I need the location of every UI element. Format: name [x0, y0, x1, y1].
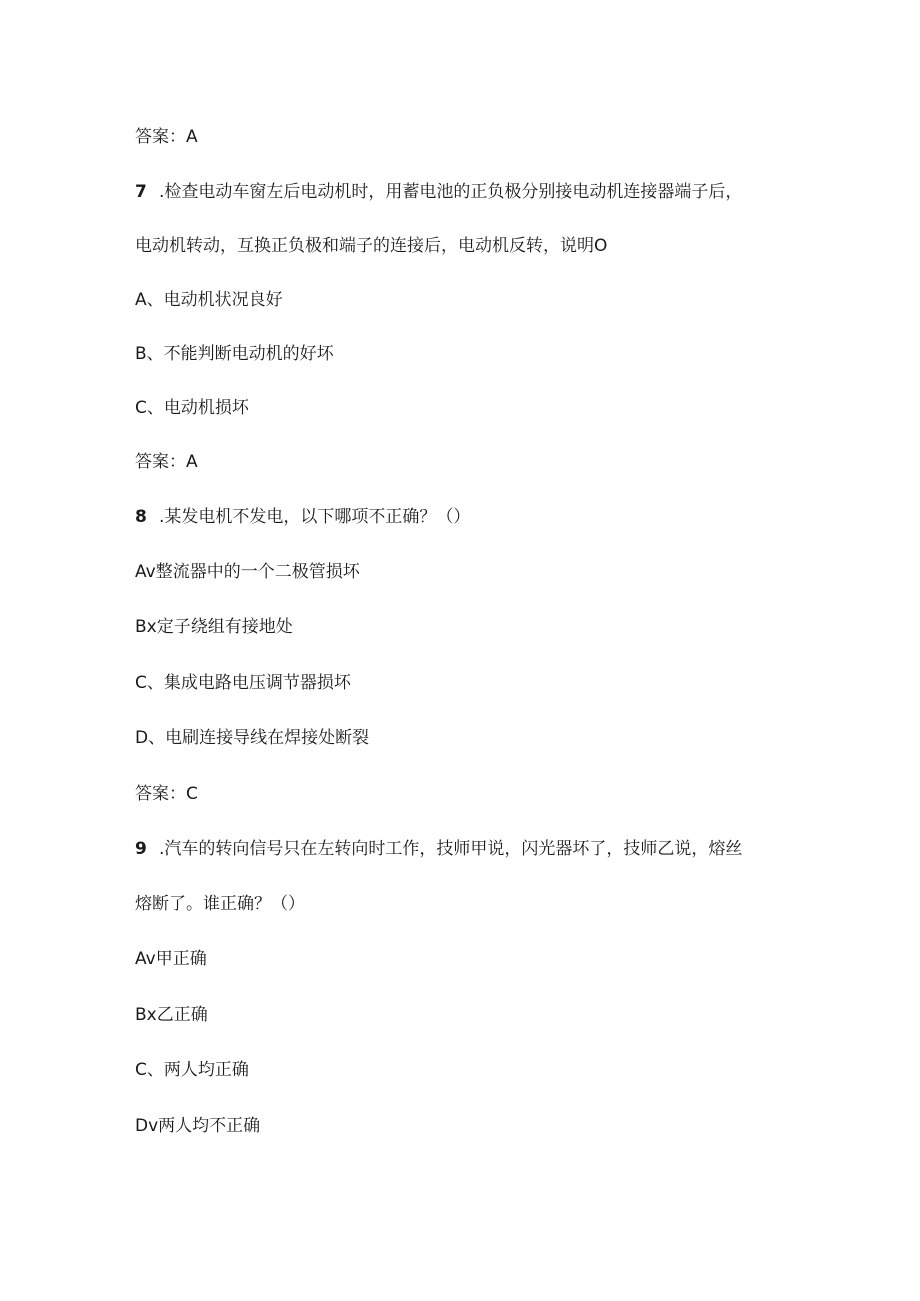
question-8-text-1: .某发电机不发电，以下哪项不正确？（） — [159, 507, 471, 527]
answer-q7: 答案：A — [135, 452, 198, 472]
question-7-text-1: .检查电动车窗左后电动机时，用蓄电池的正负极分别接电动机连接器端子后， — [159, 182, 743, 202]
question-9-option-b: Bx乙正确 — [135, 1005, 208, 1025]
question-9-option-a: Av甲正确 — [135, 949, 207, 969]
question-8-option-a: Av整流器中的一个二极管损坏 — [135, 562, 360, 582]
question-7-option-a: A、电动机状况良好 — [135, 290, 283, 310]
question-7-number: 7 — [135, 182, 147, 202]
question-9-text-1: .汽车的转向信号只在左转向时工作，技师甲说，闪光器坏了，技师乙说，熔丝 — [159, 839, 743, 859]
question-9-option-d: Dv两人均不正确 — [135, 1116, 261, 1136]
question-9-line-2: 熔断了。谁正确？（） — [135, 894, 305, 914]
question-8-option-d: D、电刷连接导线在焊接处断裂 — [135, 728, 370, 748]
answer-q8: 答案：C — [135, 784, 198, 804]
question-8-option-b: Bx定子绕组有接地处 — [135, 617, 293, 637]
question-8-option-c: C、集成电路电压调节器损坏 — [135, 673, 351, 693]
answer-q6: 答案：A — [135, 127, 198, 147]
question-7-option-b: B、不能判断电动机的好坏 — [135, 344, 334, 364]
question-9-number: 9 — [135, 839, 147, 859]
question-7-option-c: C、电动机损坏 — [135, 398, 249, 418]
question-9-line-1 — [135, 838, 742, 860]
question-7-line-1 — [135, 181, 742, 203]
question-7-line-2: 电动机转动，互换正负极和端子的连接后，电动机反转，说明O — [135, 236, 608, 256]
question-8-line-1 — [135, 506, 470, 528]
question-8-number: 8 — [135, 507, 147, 527]
question-9-option-c: C、两人均正确 — [135, 1060, 249, 1080]
